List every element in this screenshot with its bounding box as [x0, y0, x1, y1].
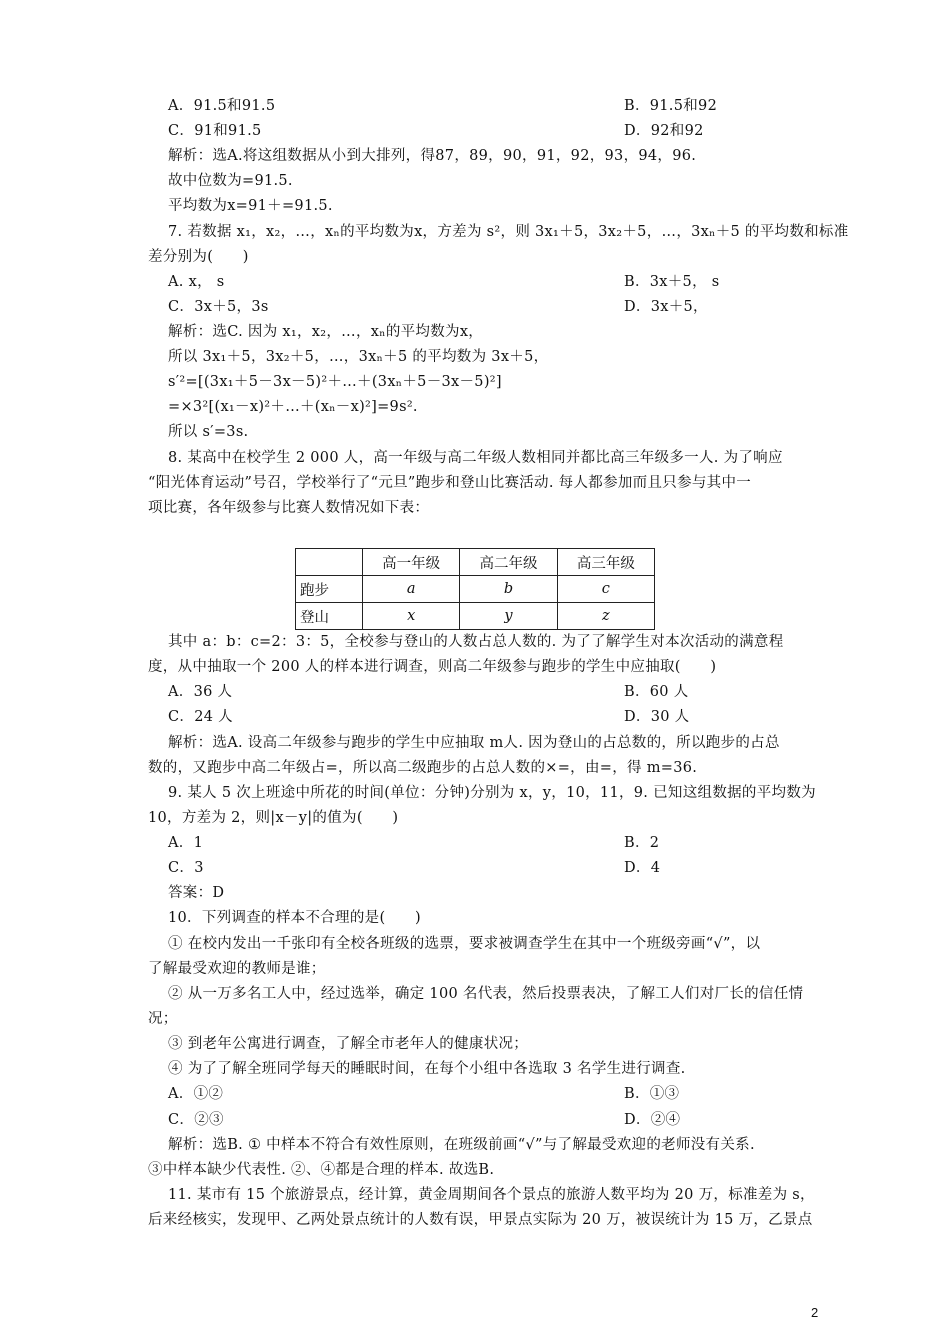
- question-7-line: 7. 若数据 x₁，x₂，…，xₙ的平均数为x，方差为 s²，则 3x₁＋5，3x₂＋5，…，3xₙ＋5 的平均数和标准: [168, 224, 849, 240]
- question-7-line: 差分别为( ): [148, 249, 249, 265]
- table-cell: z: [557, 603, 654, 630]
- table-cell: x: [363, 603, 460, 630]
- option-line: [168, 858, 661, 878]
- table-row-label: 登山: [296, 603, 363, 630]
- option-line: [168, 833, 660, 853]
- option-a: A．①②: [168, 1086, 224, 1102]
- solution-line: 数的，又跑步中高二年级占=，所以高二级跑步的占总人数的×=，由=，得 m=36.: [148, 760, 698, 776]
- participation-table: [295, 548, 655, 630]
- option-a: A. x， s: [168, 274, 225, 290]
- answer-line: 答案：D: [168, 885, 225, 901]
- question-8-line: 项比赛，各年级参与比赛人数情况如下表：: [148, 500, 430, 516]
- question-8-line: 8. 某高中在校学生 2 000 人，高一年级与高二年级人数相同并都比高三年级多一人. 为了响应: [168, 450, 783, 466]
- table-cell: y: [460, 603, 557, 630]
- question-10-line: 了解最受欢迎的教师是谁；: [148, 961, 326, 977]
- solution-line: 所以 3x₁＋5，3x₂＋5，…，3xₙ＋5 的平均数为 3x＋5，: [168, 349, 549, 365]
- option-a: A．36 人: [168, 684, 233, 700]
- option-c: C．②③: [168, 1112, 224, 1128]
- question-9-line: 10，方差为 2，则|x－y|的值为( ): [148, 810, 399, 826]
- option-line: [168, 1084, 680, 1104]
- option-d: D．3x＋5，: [624, 299, 708, 315]
- solution-line: ③中样本缺少代表性. ②、④都是合理的样本. 故选B.: [148, 1162, 495, 1178]
- option-d: D．92和92: [624, 123, 704, 139]
- page-number: 2: [811, 1305, 819, 1320]
- solution-line: 平均数为x=91＋=91.5.: [168, 198, 333, 214]
- table-row: [296, 576, 655, 603]
- table-header-cell: 高一年级: [363, 549, 460, 576]
- option-b: B．3x＋5， s: [624, 274, 720, 290]
- option-b: B．60 人: [624, 684, 689, 700]
- solution-line: 解析：选B. ① 中样本不符合有效性原则，在班级前画“√”与了解最受欢迎的老师没有关系.: [168, 1137, 755, 1153]
- solution-line: 解析：选A. 设高二年级参与跑步的学生中应抽取 m人. 因为登山的占总数的，所以跑步的占总: [168, 735, 780, 751]
- question-10-line: 况；: [148, 1011, 178, 1027]
- question-9-line: 9. 某人 5 次上班途中所花的时间(单位：分钟)分别为 x，y，10，11，9. 已知这组数据的平均数为: [168, 785, 816, 801]
- option-d: D．4: [624, 860, 661, 876]
- option-line: [168, 707, 690, 727]
- question-10-line: ③ 到老年公寓进行调查，了解全市老年人的健康状况；: [168, 1036, 529, 1052]
- option-line: [168, 1110, 681, 1130]
- question-10-line: 10．下列调查的样本不合理的是( ): [168, 910, 421, 926]
- solution-line: 解析：选A.将这组数据从小到大排列，得87，89，90，91，92，93，94，96.: [168, 148, 697, 164]
- option-a: A．91.5和91.5: [168, 98, 276, 114]
- table-cell: c: [557, 576, 654, 603]
- option-line: [168, 297, 708, 317]
- table-cell: b: [460, 576, 557, 603]
- question-8-line: “阳光体育运动”号召，学校举行了“元旦”跑步和登山比赛活动. 每人都参加而且只参与其中一: [148, 475, 752, 491]
- question-8-line: 其中 a：b：c=2：3：5，全校参与登山的人数占总人数的. 为了了解学生对本次活动的满意程: [168, 634, 784, 650]
- option-c: C．91和91.5: [168, 123, 262, 139]
- solution-line: 所以 s′=3s.: [168, 424, 249, 440]
- option-b: B．2: [624, 835, 660, 851]
- option-d: D．②④: [624, 1112, 681, 1128]
- option-line: [168, 272, 720, 292]
- table-row-label: 跑步: [296, 576, 363, 603]
- table-cell: [296, 549, 363, 576]
- question-11-line: 11. 某市有 15 个旅游景点，经计算，黄金周期间各个景点的旅游人数平均为 20 万，标准差为 s，: [168, 1187, 815, 1203]
- solution-line: 解析：选C. 因为 x₁，x₂，…，xₙ的平均数为x，: [168, 324, 484, 340]
- option-c: C．24 人: [168, 709, 233, 725]
- option-line: [168, 682, 689, 702]
- solution-line: 故中位数为=91.5.: [168, 173, 293, 189]
- question-10-line: ② 从一万多名工人中，经过选举，确定 100 名代表，然后投票表决，了解工人们对厂长的信任情: [168, 986, 804, 1002]
- question-11-line: 后来经核实，发现甲、乙两处景点统计的人数有误，甲景点实际为 20 万，被误统计为 15 万，乙景点: [148, 1212, 813, 1228]
- table-header-cell: 高三年级: [557, 549, 654, 576]
- table-header-cell: 高二年级: [460, 549, 557, 576]
- option-c: C．3: [168, 860, 204, 876]
- option-b: B．①③: [624, 1086, 680, 1102]
- option-c: C．3x＋5，3s: [168, 299, 269, 315]
- option-line: [168, 96, 718, 116]
- solution-line: s′²=[(3x₁＋5－3x－5)²＋…＋(3xₙ＋5－3x－5)²]: [168, 374, 502, 390]
- table-cell: a: [363, 576, 460, 603]
- question-8-line: 度，从中抽取一个 200 人的样本进行调查，则高二年级参与跑步的学生中应抽取( ): [148, 659, 717, 675]
- option-line: [168, 121, 704, 141]
- option-a: A．1: [168, 835, 204, 851]
- question-10-line: ④ 为了了解全班同学每天的睡眠时间，在每个小组中各选取 3 名学生进行调查.: [168, 1061, 686, 1077]
- option-b: B．91.5和92: [624, 98, 718, 114]
- question-10-line: ① 在校内发出一千张印有全校各班级的选票，要求被调查学生在其中一个班级旁画“√”，以: [168, 936, 761, 952]
- table-row: [296, 603, 655, 630]
- solution-line: =×3²[(x₁－x)²＋…＋(xₙ－x)²]=9s².: [168, 399, 418, 415]
- table-header-row: [296, 549, 655, 576]
- option-d: D．30 人: [624, 709, 690, 725]
